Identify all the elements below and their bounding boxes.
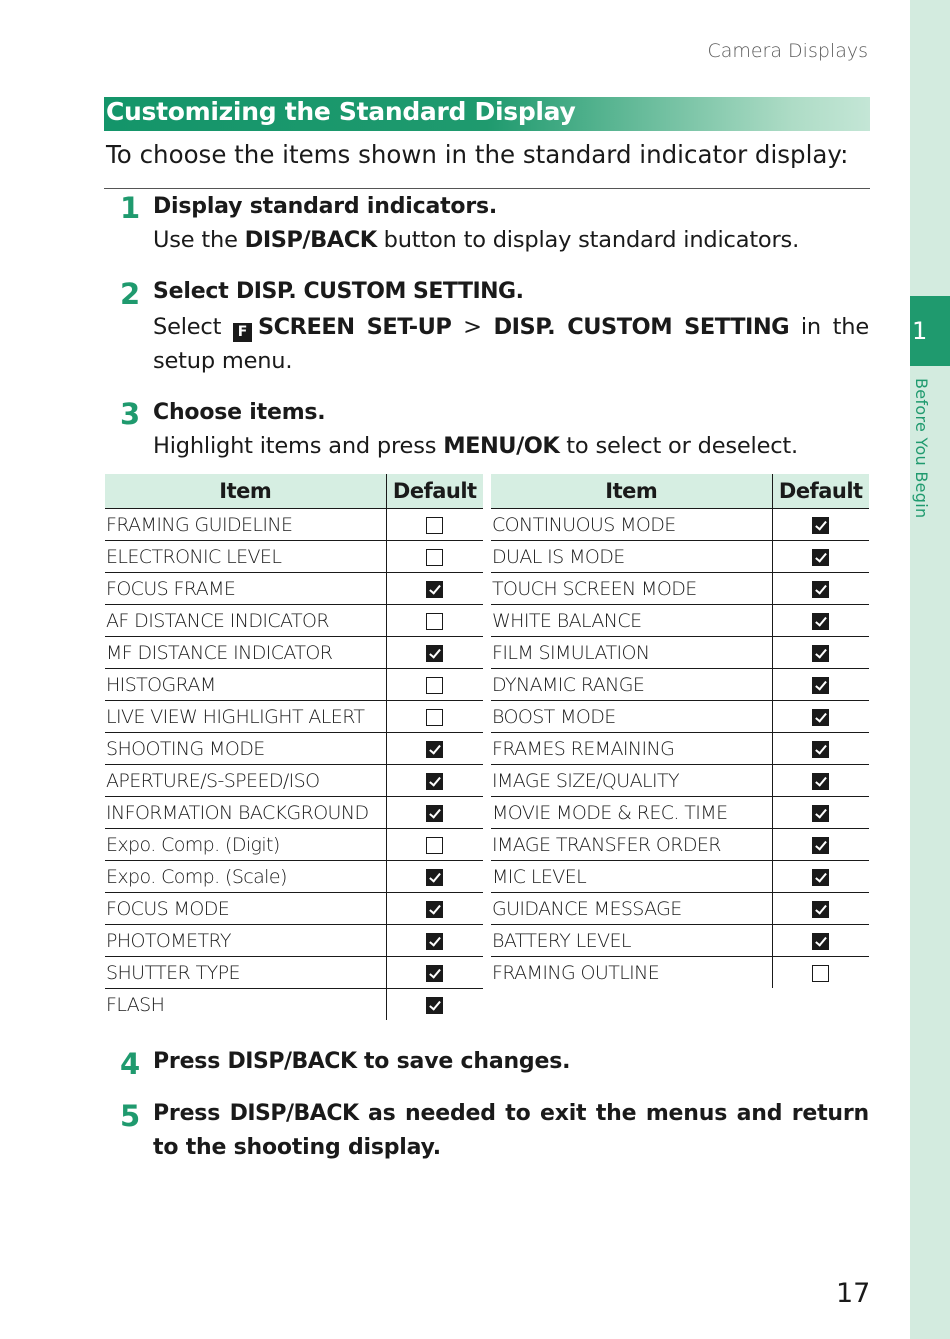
- item-name: AF DISTANCE INDICATOR: [105, 605, 386, 637]
- step-number: 3: [120, 397, 141, 431]
- chapter-tab: [910, 296, 950, 366]
- table-row: [491, 797, 869, 829]
- step-title: Display standard indicators.: [153, 194, 498, 219]
- item-name: TOUCH SCREEN MODE: [491, 573, 772, 605]
- step-body: Select F SCREEN SET-UP > DISP. CUSTOM SETTING in the setup menu.: [153, 314, 870, 374]
- default-cell: [772, 957, 869, 989]
- checked-checkbox-icon: [812, 517, 829, 534]
- checked-checkbox-icon: [426, 645, 443, 662]
- item-name: FOCUS MODE: [105, 893, 386, 925]
- divider: [104, 188, 870, 189]
- step-number: 1: [120, 191, 141, 225]
- section-title: Customizing the Standard Display: [106, 97, 576, 126]
- step-number: 4: [120, 1047, 141, 1081]
- table-row: [105, 637, 483, 669]
- checked-checkbox-icon: [812, 741, 829, 758]
- item-name: FOCUS FRAME: [105, 573, 386, 605]
- checked-checkbox-icon: [812, 837, 829, 854]
- item-name: HISTOGRAM: [105, 669, 386, 701]
- checked-checkbox-icon: [812, 677, 829, 694]
- items-table-left: [105, 474, 483, 1020]
- step-title: Choose items.: [153, 400, 326, 425]
- item-name: FRAMING GUIDELINE: [105, 509, 386, 541]
- table-row: [491, 509, 869, 541]
- item-name: MIC LEVEL: [491, 861, 772, 893]
- default-cell: [386, 957, 483, 989]
- table-row: [105, 957, 483, 989]
- default-cell: [386, 893, 483, 925]
- checked-checkbox-icon: [426, 997, 443, 1014]
- table-row: [105, 797, 483, 829]
- item-name: LIVE VIEW HIGHLIGHT ALERT: [105, 701, 386, 733]
- default-cell: [386, 829, 483, 861]
- step-title: Select DISP. CUSTOM SETTING.: [153, 279, 524, 304]
- checked-checkbox-icon: [812, 581, 829, 598]
- default-cell: [772, 861, 869, 893]
- item-name: BOOST MODE: [491, 701, 772, 733]
- page-number: 17: [836, 1278, 871, 1309]
- table-row: [105, 509, 483, 541]
- default-cell: [772, 573, 869, 605]
- item-name: SHOOTING MODE: [105, 733, 386, 765]
- default-cell: [772, 637, 869, 669]
- column-header-default: Default: [772, 474, 869, 509]
- table-row: [491, 829, 869, 861]
- table-row: [105, 701, 483, 733]
- checked-checkbox-icon: [812, 901, 829, 918]
- default-cell: [772, 541, 869, 573]
- checked-checkbox-icon: [812, 773, 829, 790]
- item-name: SHUTTER TYPE: [105, 957, 386, 989]
- table-row: [491, 669, 869, 701]
- table-row: [491, 701, 869, 733]
- table-row: [491, 861, 869, 893]
- unchecked-checkbox-icon: [426, 837, 443, 854]
- checked-checkbox-icon: [426, 805, 443, 822]
- item-name: MOVIE MODE & REC. TIME: [491, 797, 772, 829]
- checked-checkbox-icon: [812, 933, 829, 950]
- step-number: 2: [120, 277, 141, 311]
- table-row: [491, 893, 869, 925]
- item-name: APERTURE/S-SPEED/ISO: [105, 765, 386, 797]
- checked-checkbox-icon: [812, 709, 829, 726]
- table-row: [105, 861, 483, 893]
- step-body: Use the DISP/BACK button to display standard indicators.: [153, 227, 800, 253]
- table-row: [491, 637, 869, 669]
- column-header-default: Default: [386, 474, 483, 509]
- default-cell: [386, 989, 483, 1021]
- table-row: [105, 893, 483, 925]
- checked-checkbox-icon: [426, 581, 443, 598]
- checked-checkbox-icon: [426, 901, 443, 918]
- disp-back-button-name: DISP/BACK: [244, 227, 377, 253]
- chapter-number: 1: [912, 317, 928, 345]
- item-name: BATTERY LEVEL: [491, 925, 772, 957]
- unchecked-checkbox-icon: [426, 709, 443, 726]
- checked-checkbox-icon: [812, 645, 829, 662]
- table-row: [491, 733, 869, 765]
- default-cell: [386, 541, 483, 573]
- chapter-strip: [910, 0, 950, 1339]
- checked-checkbox-icon: [426, 773, 443, 790]
- item-name: WHITE BALANCE: [491, 605, 772, 637]
- default-cell: [386, 861, 483, 893]
- default-cell: [772, 765, 869, 797]
- checked-checkbox-icon: [426, 965, 443, 982]
- table-row: [491, 573, 869, 605]
- table-row: [105, 829, 483, 861]
- default-cell: [386, 573, 483, 605]
- default-cell: [386, 605, 483, 637]
- item-name: CONTINUOUS MODE: [491, 509, 772, 541]
- table-row: [105, 541, 483, 573]
- default-cell: [772, 733, 869, 765]
- default-cell: [772, 893, 869, 925]
- table-row: [105, 605, 483, 637]
- item-name: FLASH: [105, 989, 386, 1021]
- item-name: DYNAMIC RANGE: [491, 669, 772, 701]
- default-cell: [772, 797, 869, 829]
- item-name: DUAL IS MODE: [491, 541, 772, 573]
- unchecked-checkbox-icon: [812, 965, 829, 982]
- step-title: Press DISP/BACK as needed to exit the menus and return to the shooting display.: [153, 1101, 869, 1160]
- table-row: [105, 989, 483, 1021]
- default-cell: [772, 605, 869, 637]
- default-cell: [772, 669, 869, 701]
- table-row: [491, 605, 869, 637]
- default-cell: [386, 765, 483, 797]
- item-name: IMAGE SIZE/QUALITY: [491, 765, 772, 797]
- table-row: [105, 573, 483, 605]
- table-row: [105, 925, 483, 957]
- running-head: Camera Displays: [707, 40, 868, 62]
- default-cell: [386, 669, 483, 701]
- item-name: FRAMING OUTLINE: [491, 957, 772, 989]
- table-row: [491, 541, 869, 573]
- unchecked-checkbox-icon: [426, 517, 443, 534]
- default-cell: [772, 701, 869, 733]
- default-cell: [386, 509, 483, 541]
- unchecked-checkbox-icon: [426, 549, 443, 566]
- item-name: GUIDANCE MESSAGE: [491, 893, 772, 925]
- unchecked-checkbox-icon: [426, 677, 443, 694]
- default-cell: [386, 701, 483, 733]
- item-name: MF DISTANCE INDICATOR: [105, 637, 386, 669]
- column-header-item: Item: [105, 474, 386, 509]
- table-row: [105, 733, 483, 765]
- table-row: [105, 669, 483, 701]
- item-name: Expo. Comp. (Scale): [105, 861, 386, 893]
- menu-ok-button-name: MENU/OK: [443, 433, 560, 459]
- table-row: [105, 765, 483, 797]
- column-header-item: Item: [491, 474, 772, 509]
- default-cell: [386, 733, 483, 765]
- checked-checkbox-icon: [812, 613, 829, 630]
- checked-checkbox-icon: [426, 869, 443, 886]
- checked-checkbox-icon: [812, 869, 829, 886]
- default-cell: [772, 509, 869, 541]
- item-name: IMAGE TRANSFER ORDER: [491, 829, 772, 861]
- section-intro: To choose the items shown in the standard indicator display:: [106, 140, 849, 169]
- checked-checkbox-icon: [812, 549, 829, 566]
- item-name: INFORMATION BACKGROUND: [105, 797, 386, 829]
- step-number: 5: [120, 1099, 141, 1133]
- checked-checkbox-icon: [426, 933, 443, 950]
- item-name: FILM SIMULATION: [491, 637, 772, 669]
- default-cell: [772, 925, 869, 957]
- unchecked-checkbox-icon: [426, 613, 443, 630]
- default-cell: [386, 637, 483, 669]
- step-body: Highlight items and press MENU/OK to select or deselect.: [153, 433, 798, 459]
- item-name: FRAMES REMAINING: [491, 733, 772, 765]
- default-cell: [386, 797, 483, 829]
- default-cell: [772, 829, 869, 861]
- item-name: Expo. Comp. (Digit): [105, 829, 386, 861]
- table-row: [491, 957, 869, 989]
- step-title: Press DISP/BACK to save changes.: [153, 1049, 571, 1074]
- checked-checkbox-icon: [426, 741, 443, 758]
- setup-menu-icon: F: [233, 323, 252, 342]
- items-table-right: [491, 474, 869, 988]
- chapter-label: Before You Begin: [912, 378, 931, 519]
- default-cell: [386, 925, 483, 957]
- checked-checkbox-icon: [812, 805, 829, 822]
- table-row: [491, 925, 869, 957]
- table-row: [491, 765, 869, 797]
- item-name: PHOTOMETRY: [105, 925, 386, 957]
- item-name: ELECTRONIC LEVEL: [105, 541, 386, 573]
